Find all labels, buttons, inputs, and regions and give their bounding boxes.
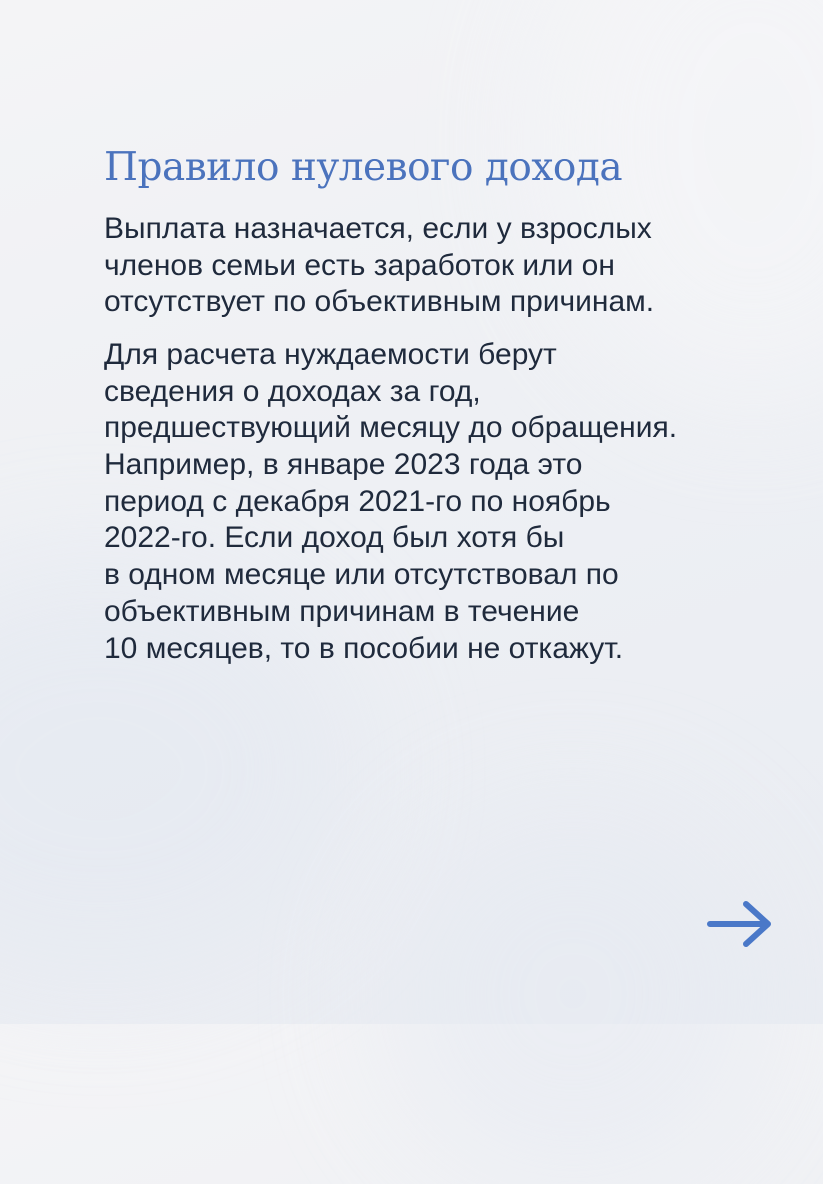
text-line: 10 месяцев, то в пособии не откажут. <box>104 631 624 665</box>
next-slide-button[interactable] <box>706 896 774 952</box>
text-line: объективным причинам в течение <box>104 594 580 628</box>
text-line: в одном месяце или отсутствовал по <box>104 558 619 592</box>
paragraph-eligibility <box>104 211 794 321</box>
text-line: отсутствует по объективным причинам. <box>104 285 655 319</box>
text-line: Например, в январе 2023 года это <box>104 448 583 482</box>
text-line: 2022-го. Если доход был хотя бы <box>104 521 565 555</box>
text-line: членов семьи есть заработок или он <box>104 248 615 282</box>
text-line: Выплата назначается, если у взрослых <box>104 211 652 245</box>
text-line: предшествующий месяцу до обращения. <box>104 411 678 445</box>
text-line: период с декабря 2021-го по ноябрь <box>104 484 611 518</box>
text-line: сведения о доходах за год, <box>104 374 481 408</box>
background-shape <box>383 804 763 1184</box>
page-title: Правило нулевого дохода <box>104 145 623 190</box>
text-line: Для расчета нуждаемости берут <box>104 337 557 371</box>
paragraph-calculation <box>104 337 794 667</box>
arrow-right-icon <box>706 896 774 952</box>
slide-content <box>104 146 794 667</box>
